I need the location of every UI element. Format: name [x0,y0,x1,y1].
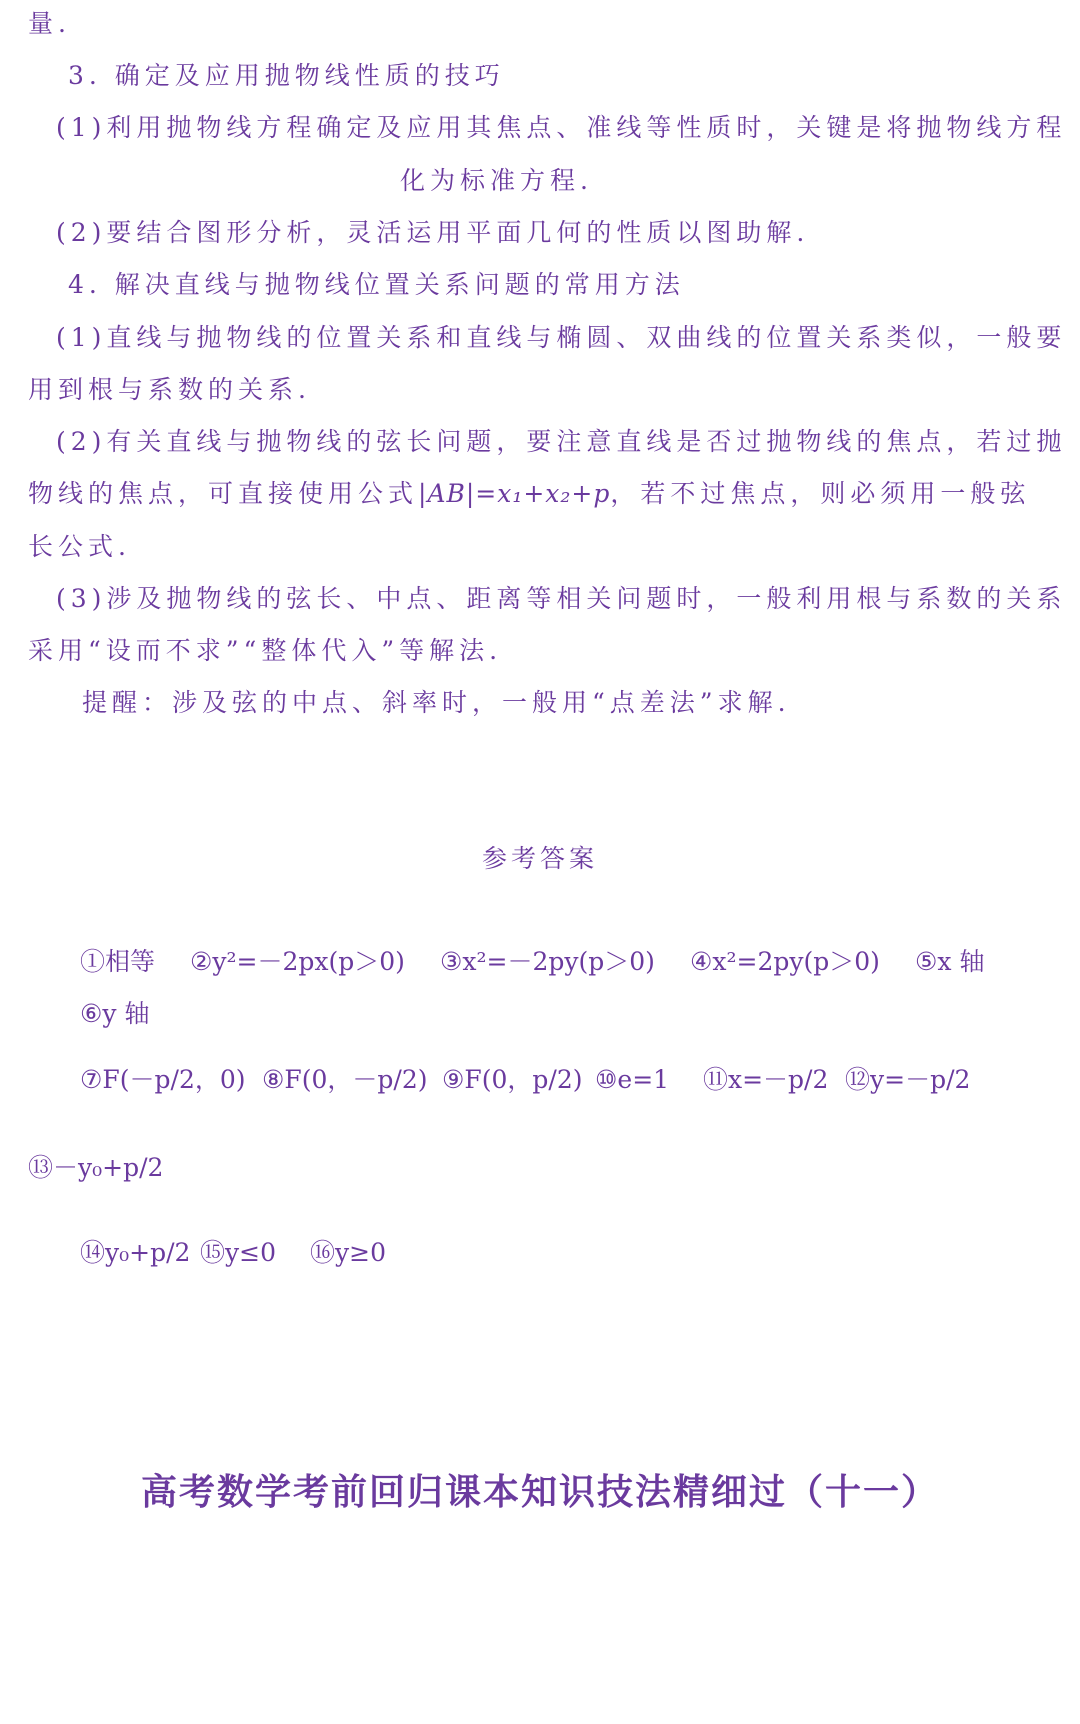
answers-heading: 参考答案 [481,844,598,873]
text-line: 量. [28,9,71,38]
answer-16: ⑯y≥0 [310,1238,386,1267]
text-line [28,476,1030,512]
text-line: (1)直线与抛物线的位置关系和直线与椭圆、双曲线的位置关系类似，一般要 [56,323,1067,352]
answer-15: ⑮y≤0 [200,1238,276,1267]
section-heading: 4. 解决直线与抛物线位置关系问题的常用方法 [68,270,685,299]
reminder-line: 提醒：涉及弦的中点、斜率时，一般用“点差法”求解. [82,688,791,717]
answer-1: ①相等 [80,947,156,976]
answer-6: ⑥y 轴 [80,999,150,1028]
text-line: (1)利用抛物线方程确定及应用其焦点、准线等性质时，关键是将抛物线方程 [56,113,1067,142]
text-line: (3)涉及抛物线的弦长、中点、距离等相关问题时，一般利用根与系数的关系 [56,584,1067,613]
text-line: 采用“设而不求”“整体代入”等解法. [28,636,503,665]
answer-11: ⑪x=－p/2 [703,1065,829,1094]
answer-5: ⑤x 轴 [915,947,985,976]
text-line: 用到根与系数的关系. [28,375,311,404]
answer-7: ⑦F(－p/2，0) [80,1065,246,1094]
answer-2: ②y²=－2px(p＞0) [190,947,405,976]
text-segment: 物线的焦点，可直接使用公式 [28,479,419,508]
text-segment: ，若不过焦点，则必须用一般弦 [610,479,1031,508]
answer-9: ⑨F(0，p/2) [442,1065,583,1094]
answer-14: ⑭y₀+p/2 [80,1238,191,1267]
page-title: 高考数学考前回归课本知识技法精细过（十一） [140,1471,939,1513]
answer-3: ③x²=－2py(p＞0) [440,947,655,976]
answer-8: ⑧F(0，－p/2) [262,1065,428,1094]
answer-13: ⑬－y₀+p/2 [28,1153,164,1182]
answer-10: ⑩e=1 [595,1065,670,1094]
answer-12: ⑫y=－p/2 [845,1065,971,1094]
text-line: (2)有关直线与抛物线的弦长问题，要注意直线是否过抛物线的焦点，若过抛 [56,427,1067,456]
text-line: 化为标准方程. [400,166,593,195]
text-line: 长公式. [28,532,131,561]
answer-4: ④x²=2py(p＞0) [690,947,880,976]
formula-ab: |AB|=x₁+x₂+p [418,479,611,508]
text-line: (2)要结合图形分析，灵活运用平面几何的性质以图助解. [56,218,810,247]
section-heading: 3. 确定及应用抛物线性质的技巧 [68,61,505,90]
